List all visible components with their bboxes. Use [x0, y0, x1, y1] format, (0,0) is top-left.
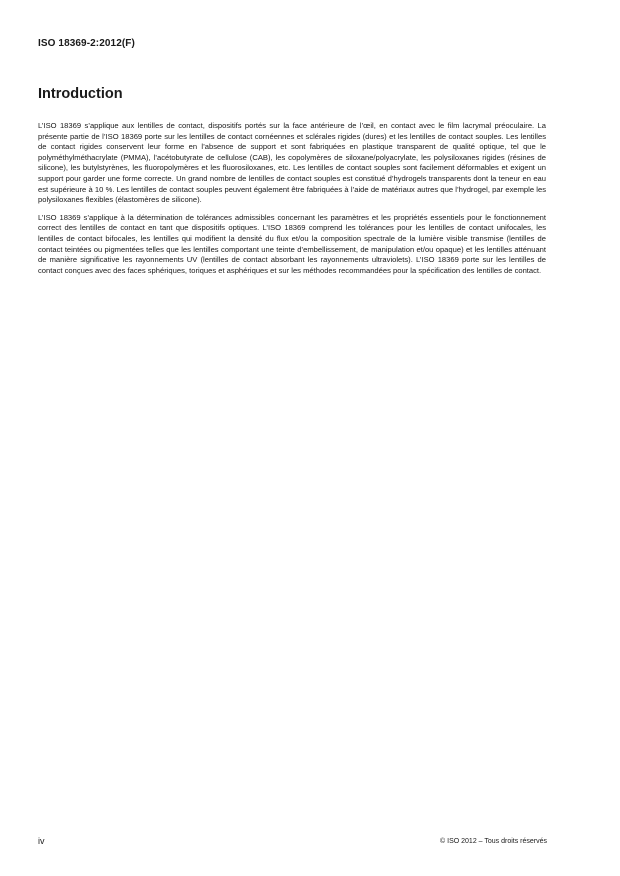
- page-title: Introduction: [38, 86, 123, 102]
- document-id: ISO 18369-2:2012(F): [38, 38, 135, 49]
- paragraph: L’ISO 18369 s’applique aux lentilles de contact, dispositifs portés sur la face antérieure de l’œil, en contact avec le film lacrymal préoculaire. La présente partie de l’ISO 18369 porte sur les lentilles de contact cornéennes et sclérales rigides (dures) et les lentilles de contact souples. Les lentilles de contact rigides conservent leur forme en l’absence de support et sont fabriquées en plastique transparent de qualité optique, tel que le polyméthylméthacrylate (PMMA), l’acétobutyrate de cellulose (CAB), les copolymères de siloxane/polyacrylate, les polysiloxanes rigides (résines de silicone), les butylstyrènes, les fluoropolymères et les fluorosiloxanes, etc. Les lentilles de contact souples sont facilement déformables et exigent un support pour garder une forme correcte. Un grand nombre de lentilles de contact souples est constitué d’hydrogels transparents dont la teneur en eau est supérieure à 10 %. Les lentilles de contact souples peuvent également être fabriquées à l’aide de matériaux autres que l’hydrogel, par exemple les polysiloxanes flexibles (élastomères de silicone).: [38, 121, 546, 205]
- paragraph: L’ISO 18369 s’applique à la détermination de tolérances admissibles concernant les paramètres et les propriétés essentiels pour le fonctionnement correct des lentilles de contact en tant que dispositifs optiques. L’ISO 18369 comprend les tolérances pour les lentilles de contact unifocales, les lentilles de contact bifocales, les lentilles qui modifient la densité du flux et/ou la composition spectrale de la lumière visible transmise (lentilles de contact teintées ou pigmentées telles que les lentilles comportant une teinte d’embellissement, de manipulation et/ou opaque) et les lentilles atténuant de manière significative les rayonnements UV (lentilles de contact absorbant les rayonnements ultraviolets). L’ISO 18369 porte sur les lentilles de contact conçues avec des faces sphériques, toriques et asphériques et sur les méthodes recommandées pour la spécification des lentilles de contact.: [38, 212, 546, 275]
- body-text: [38, 121, 546, 283]
- page-number: iv: [38, 836, 45, 846]
- copyright-notice: © ISO 2012 – Tous droits réservés: [440, 838, 547, 845]
